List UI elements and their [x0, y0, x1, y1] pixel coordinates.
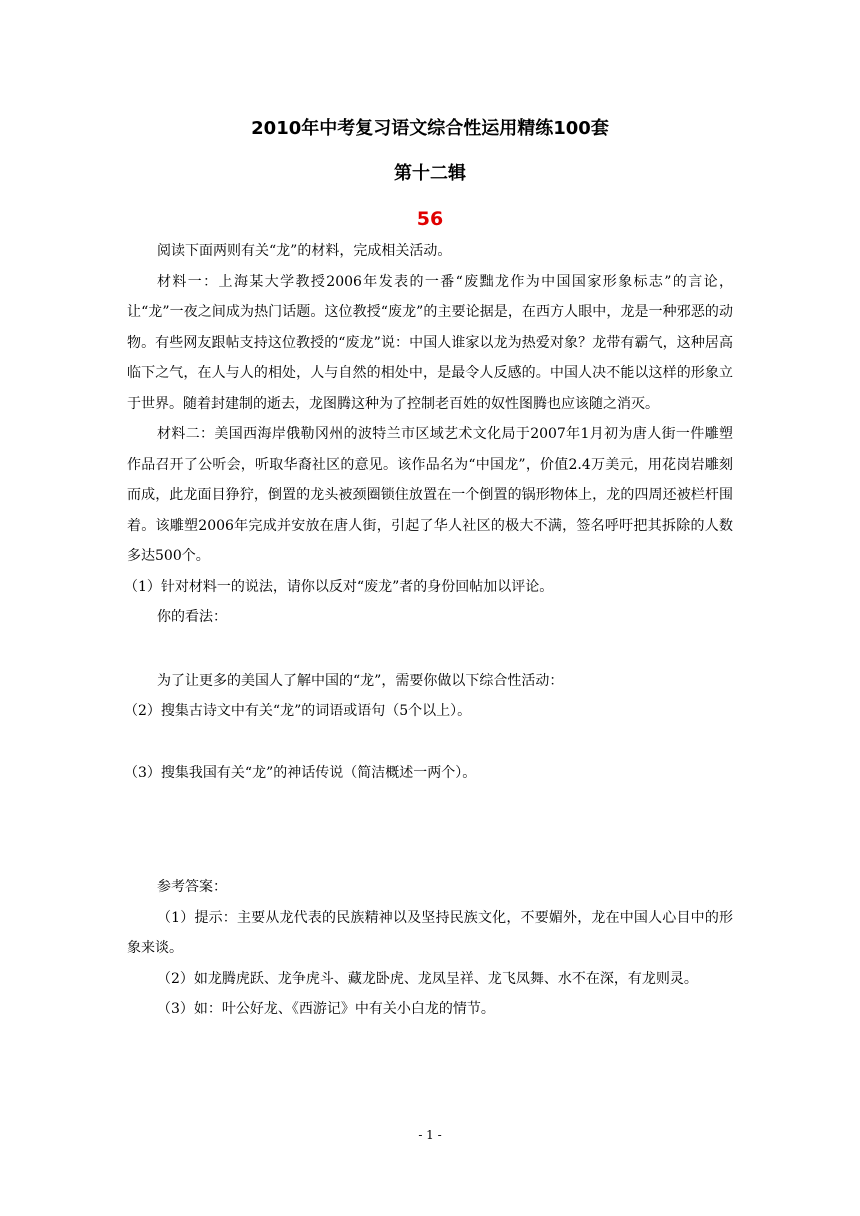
intro-paragraph: 阅读下面两则有关“龙”的材料，完成相关活动。 — [157, 243, 452, 259]
material-one-paragraph: 材料一：上海某大学教授2006年发表的一番“废黜龙作为中国国家形象标志”的言论，让“龙”一夜之间成为热门话题。这位教授“废龙”的主要论据是，在西方人眼中，龙是一种邪恶的动物。有些网友跟帖支持这位教授的“废龙”说：中国人谁家以龙为热爱对象？龙带有霸气，这种居高临下之气，在人与人的相处，人与自然的相处中，是最令人反感的。中国人决不能以这样的形象立于世界。随着封建制的逝去，龙图腾这种为了控制老百姓的奴性图腾也应该随之消灭。 — [127, 273, 733, 412]
answer-two: （2）如龙腾虎跃、龙争虎斗、藏龙卧虎、龙凤呈祥、龙飞凤舞、水不在深，有龙则灵。 — [157, 970, 698, 987]
answer-space — [127, 727, 733, 758]
question-two: （2）搜集古诗文中有关“龙”的词语或语句（5个以上）。 — [124, 703, 472, 719]
page-number: - 1 - — [418, 1128, 442, 1142]
answer-three: （3）如：叶公好龙、《西游记》中有关小白龙的情节。 — [157, 1001, 495, 1017]
activity-intro: 为了让更多的美国人了解中国的“龙”，需要你做以下综合性活动： — [157, 672, 564, 689]
answers-heading: 参考答案： — [157, 879, 227, 895]
question-three: （3）搜集我国有关“龙”的神话传说（简洁概述一两个）。 — [124, 764, 477, 781]
exercise-number: 56 — [416, 208, 444, 230]
document-body — [124, 236, 733, 1025]
material-two-paragraph: 材料二：美国西海岸俄勒冈州的波特兰市区域艺术文化局于2007年1月初为唐人街一件雕塑作品召开了公听会，听取华裔社区的意见。该作品名为“中国龙”，价值2.4万美元，用花岗岩雕刻而成，此龙面目狰狞，倒置的龙头被颈圈锁住放置在一个倒置的锅形物体上，龙的四周还被栏杆围着。该雕塑2006年完成并安放在唐人街，引起了华人社区的极大不满，签名呼吁把其拆除的人数多达500个。 — [127, 426, 733, 564]
document-title: 2010年中考复习语文综合性运用精练100套 — [251, 118, 609, 139]
answer-space — [127, 633, 733, 666]
question-one: （1）针对材料一的说法，请你以反对“废龙”者的身份回帖加以评论。 — [124, 578, 554, 595]
opinion-prompt: 你的看法： — [157, 609, 227, 625]
document-subtitle: 第十二辑 — [394, 163, 466, 184]
answer-space — [127, 788, 733, 872]
answer-one: （1）提示：主要从龙代表的民族精神以及坚持民族文化，不要媚外，龙在中国人心目中的形象来谈。 — [127, 909, 733, 956]
